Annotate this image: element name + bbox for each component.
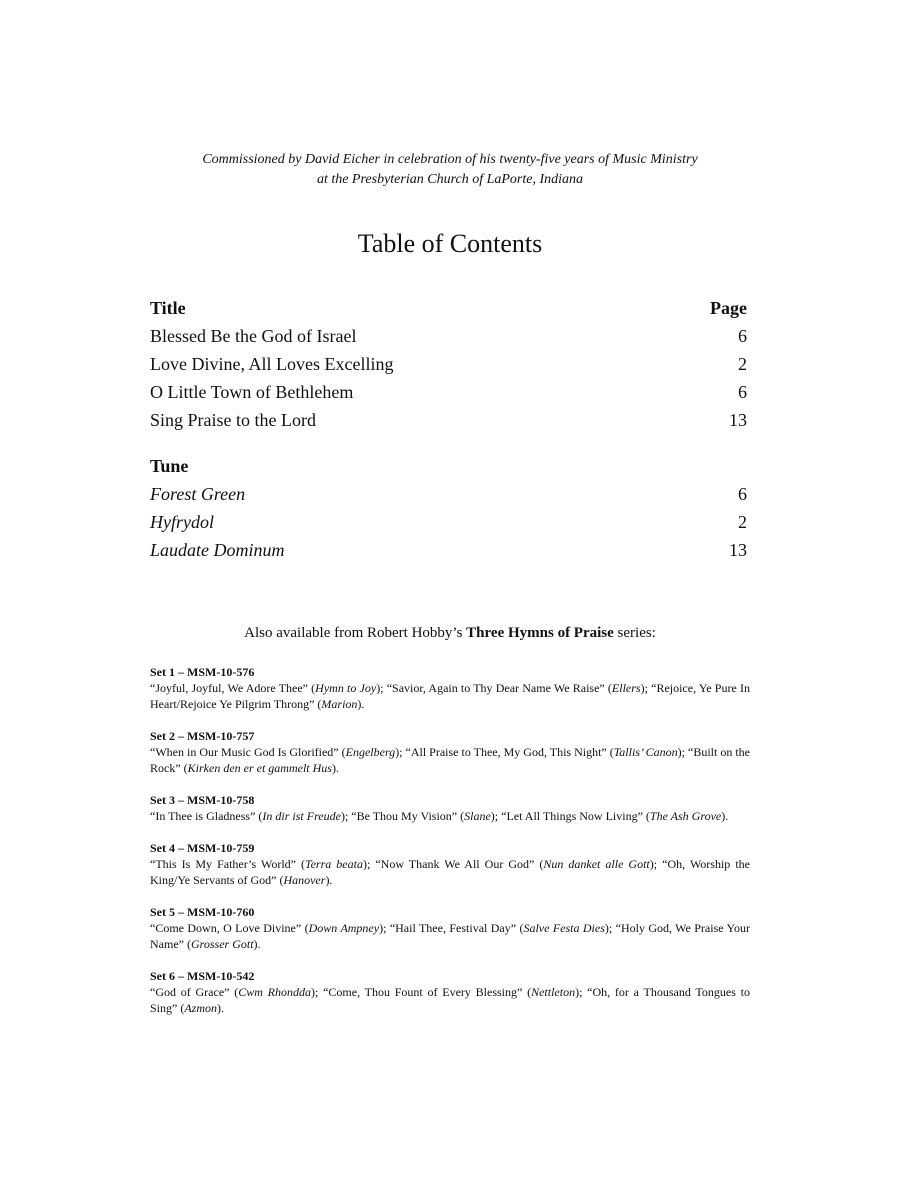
hymn-text: ).	[331, 761, 339, 775]
tune-name: Ellers	[611, 681, 641, 695]
hymn-text: ); “Holy God, We Praise Your Name” (	[150, 921, 750, 951]
hymn-text: ); “Be Thou My Vision” (	[340, 809, 465, 823]
toc-tune-title: Laudate Dominum	[150, 540, 285, 560]
toc-entry-page: 6	[738, 382, 747, 402]
set-description	[150, 984, 750, 1016]
hymn-text: “This Is My Father’s World” (	[150, 857, 306, 871]
hymn-text: “Come Down, O Love Divine” (	[150, 921, 309, 935]
hymn-text: ); “Built on the Rock” (	[150, 745, 750, 775]
set-entry	[150, 664, 750, 712]
tune-name: Marion	[321, 697, 358, 711]
toc-tune-title: Hyfrydol	[150, 512, 214, 532]
tune-name: Grosser Gott	[190, 937, 254, 951]
hymn-text: ); “Let All Things Now Living” (	[490, 809, 650, 823]
hymn-text: ).	[357, 697, 365, 711]
hymn-text: ).	[325, 873, 333, 887]
toc-entry-page: 2	[738, 354, 747, 374]
dedication	[0, 150, 900, 190]
toc-entry-title: Blessed Be the God of Israel	[150, 326, 357, 346]
page-title: Table of Contents	[357, 229, 543, 258]
set-label: Set 4 – MSM-10-759	[150, 841, 255, 855]
set-entry	[150, 792, 750, 824]
set-label: Set 5 – MSM-10-760	[150, 905, 255, 919]
title-column-header: Title	[150, 298, 186, 318]
tune-name: Nun danket alle Gott	[543, 857, 650, 871]
set-label: Set 3 – MSM-10-758	[150, 793, 255, 807]
set-entry	[150, 728, 750, 776]
tune-name: Hanover	[283, 873, 326, 887]
set-description	[150, 856, 750, 888]
also-available-line	[0, 622, 900, 644]
tune-name: Tallis’ Canon	[613, 745, 678, 759]
tune-column-header: Tune	[150, 456, 189, 476]
set-label: Set 1 – MSM-10-576	[150, 665, 255, 679]
hymn-text: “Joyful, Joyful, We Adore Thee” (	[150, 681, 316, 695]
toc-tune-title: Forest Green	[150, 484, 246, 504]
dedication-line-2: at the Presbyterian Church of LaPorte, Indiana	[316, 172, 584, 187]
toc-tune-entry	[150, 508, 747, 536]
tune-name: Engelberg	[345, 745, 396, 759]
set-entry	[150, 968, 750, 1016]
tune-name: In dir ist Freude	[262, 809, 341, 823]
toc-entry-title: Sing Praise to the Lord	[150, 410, 316, 430]
hymn-text: ); “Oh, Worship the King/Ye Servants of God” (	[150, 857, 750, 887]
toc-entry-page: 13	[729, 410, 747, 430]
sets-list	[150, 664, 750, 1032]
toc-tune-page: 2	[738, 512, 747, 532]
set-entry	[150, 840, 750, 888]
toc-entry	[150, 350, 747, 378]
tune-name: The Ash Grove	[649, 809, 722, 823]
hymn-text: ); “Hail Thee, Festival Day” (	[379, 921, 524, 935]
hymn-text: ); “All Praise to Thee, My God, This Night” (	[395, 745, 614, 759]
toc-tune-entry	[150, 536, 747, 564]
hymn-text: “In Thee is Gladness” (	[150, 809, 263, 823]
toc-entry-title: O Little Town of Bethlehem	[150, 382, 354, 402]
hymn-text: ); “Come, Thou Fount of Every Blessing” (	[311, 985, 532, 999]
also-available-prefix: Also available from Robert Hobby’s	[244, 625, 467, 641]
hymn-text: ).	[721, 809, 729, 823]
tune-name: Terra beata	[305, 857, 363, 871]
set-description	[150, 680, 750, 712]
hymn-text: ).	[217, 1001, 225, 1015]
dedication-line-1: Commissioned by David Eicher in celebration of his twenty-five years of Music Ministry	[202, 152, 698, 167]
toc-tune-entry	[150, 480, 747, 508]
toc-entry	[150, 378, 747, 406]
toc-entry	[150, 406, 747, 434]
hymn-text: ); “Oh, for a Thousand Tongues to Sing” (	[150, 985, 750, 1015]
series-name: Three Hymns of Praise	[466, 625, 614, 641]
tune-name: Nettleton	[531, 985, 576, 999]
toc-entry-title: Love Divine, All Loves Excelling	[150, 354, 394, 374]
set-description	[150, 920, 750, 952]
tune-name: Down Ampney	[308, 921, 380, 935]
tune-name: Cwm Rhondda	[238, 985, 311, 999]
toc-entry	[150, 322, 747, 350]
hymn-text: “When in Our Music God Is Glorified” (	[150, 745, 346, 759]
hymn-text: ); “Savior, Again to Thy Dear Name We Raise” (	[376, 681, 612, 695]
set-label: Set 2 – MSM-10-757	[150, 729, 255, 743]
toc-entry-page: 6	[738, 326, 747, 346]
tune-name: Hymn to Joy	[315, 681, 377, 695]
set-entry	[150, 904, 750, 952]
tune-name: Salve Festa Dies	[523, 921, 605, 935]
also-available-suffix: series:	[613, 625, 656, 641]
toc-tunes-header	[150, 452, 747, 480]
set-description	[150, 744, 750, 776]
toc-tune-page: 13	[729, 540, 747, 560]
toc-titles-section	[150, 294, 747, 434]
hymn-text: ).	[253, 937, 261, 951]
hymn-text: ); “Now Thank We All Our God” (	[362, 857, 544, 871]
tune-name: Azmon	[184, 1001, 218, 1015]
set-label: Set 6 – MSM-10-542	[150, 969, 255, 983]
toc-tunes-section	[150, 452, 747, 564]
hymn-text: ); “Rejoice, Ye Pure In Heart/Rejoice Ye Pilgrim Throng” (	[150, 681, 750, 711]
page-column-header: Page	[710, 298, 747, 318]
set-description	[150, 808, 750, 824]
tune-name: Kirken den er et gammelt Hus	[187, 761, 332, 775]
hymn-text: “God of Grace” (	[150, 985, 239, 999]
toc-titles-header	[150, 294, 747, 322]
toc-tune-page: 6	[738, 484, 747, 504]
tune-name: Slane	[464, 809, 491, 823]
